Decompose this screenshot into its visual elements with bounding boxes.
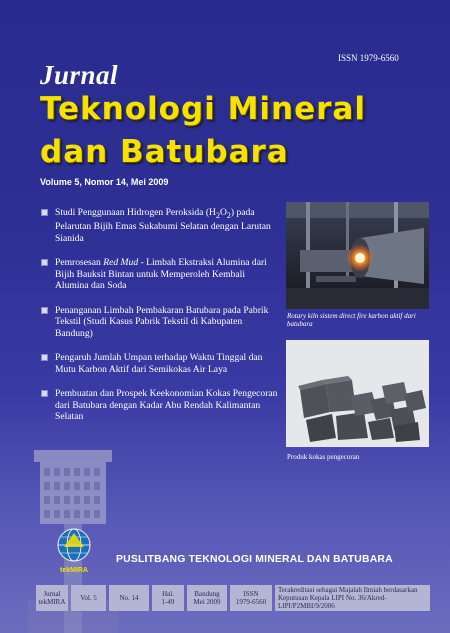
info-cell-pages [152,585,184,611]
article-item [40,388,280,423]
journal-title-line1: Teknologi Mineral [40,91,366,127]
info-text: ISSN [243,590,259,598]
article-item [40,305,280,340]
coke-product-photo [286,340,429,447]
article-title-part: Pemrosesan [55,257,104,269]
photo2-caption: Produk kokas pengecoran [287,453,360,461]
issn-label: ISSN 1979-6560 [338,53,399,63]
logo-text: tekMIRA [59,567,89,574]
bullet-icon [41,307,48,314]
journal-label: Jurnal [40,60,119,90]
info-text: 1-49 [161,598,175,606]
article-title-subscript: 2 [215,210,220,220]
info-text: tekMIRA [38,598,66,606]
info-text: No. 14 [119,594,139,602]
info-text: Mei 2009 [193,598,221,606]
info-cell-date [187,585,227,611]
bullet-icon [41,390,48,397]
publisher-name: PUSLITBANG TEKNOLOGI MINERAL DAN BATUBARA [116,554,393,565]
bullet-icon [41,259,48,266]
journal-title-line2: dan Batubara [40,134,289,170]
bullet-icon [41,209,48,216]
volume-info: Volume 5, Nomor 14, Mei 2009 [40,177,169,187]
article-item [40,207,280,244]
rotary-kiln-photo [286,202,429,309]
info-text: Keputusan Kepala LIPI No. 36/Akred-LIPI/P2MBI/9/2006 [278,594,387,610]
info-text: 1979-6560 [235,598,267,606]
article-title-italic: Red Mud [103,257,139,269]
article-list [40,207,280,436]
info-cell-accreditation [275,585,430,611]
article-title-subscript: 2 [226,210,231,220]
article-title-part: - Limbah Ekstraksi Alumina dari Bijih Bauksit Bintan untuk Memperoleh Kembali Alumina dan Soda [55,257,267,292]
info-text: Jurnal [43,590,61,598]
article-title: Penanganan Limbah Pembakaran Batubara pada Pabrik Tekstil (Studi Kasus Pabrik Tekstil di Kabupaten Bandung) [55,304,269,339]
info-cell-number [109,585,149,611]
info-text: Terakreditasi sebagai Majalah Ilmiah berdasarkan [278,586,418,594]
info-text: Hal. [162,590,174,598]
info-text: Bandung [194,590,220,598]
article-title-part: Studi Penggunaan Hidrogen Peroksida (H [55,207,216,218]
bullet-icon [41,354,48,361]
article-title-part: ) pada Pelarutan Bijih Emas Sukabumi Selatan dengan Larutan Sianida [55,207,271,244]
article-title: Pembuatan dan Prospek Keekonomian Kokas Pengecoran dari Batubara dengan Kadar Abu Rendah Kalimantan Selatan [55,388,278,423]
article-title-part: O [219,207,227,218]
photo1-caption: Rotary kiln sistem direct fire karbon aktif dari batubara [287,312,416,328]
info-bar [36,585,430,611]
info-cell-volume [71,585,106,611]
article-item [40,352,280,375]
article-title: Pengaruh Jumlah Umpan terhadap Waktu Tinggal dan Mutu Karbon Aktif dari Semikokas Air Laya [55,352,263,375]
tekmira-logo [50,525,98,575]
info-cell-journal [36,585,68,611]
article-item [40,257,280,292]
info-text: Vol. 5 [80,594,97,602]
info-cell-issn [230,585,272,611]
